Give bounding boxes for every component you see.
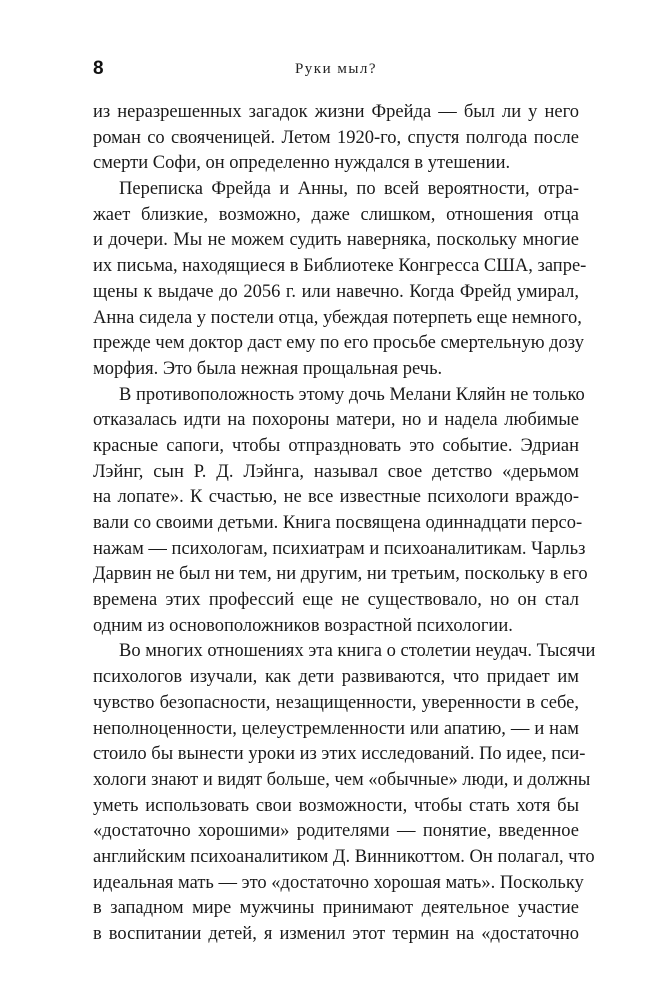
text-line: одним из основоположников возрастной психологии. <box>93 615 513 636</box>
text-line: жает близкие, возможно, даже слишком, отношения отца <box>93 204 579 225</box>
text-line: смерти Софи, он определенно нуждался в утешении. <box>93 153 511 174</box>
text-line: «достаточно хорошими» родителями — понятие, введенное <box>93 821 579 842</box>
text-line: Анна сидела у постели отца, убеждая потерпеть еще немного, <box>93 307 582 328</box>
text-line: нажам — психологам, психиатрам и психоаналитикам. Чарльз <box>93 538 586 559</box>
text-line: английским психоаналитиком Д. Винникоттом. Он полагал, что <box>93 846 595 867</box>
text-line: отказалась идти на похороны матери, но и надела любимые <box>93 410 579 431</box>
text-line: из неразрешенных загадок жизни Фрейда — был ли у него <box>93 102 579 122</box>
text-line: идеальная мать — это «достаточно хорошая мать». Поскольку <box>93 872 584 893</box>
text-line: стоило бы вынести уроки из этих исследований. По идее, пси- <box>93 744 586 765</box>
text-line: В противоположность этому дочь Мелани Кляйн не только <box>119 384 585 405</box>
text-line: на лопате». К счастью, не все известные психологи враждо- <box>93 487 579 508</box>
text-line: в западном мире мужчины принимают деятельное участие <box>93 898 579 919</box>
text-line: Лэйнг, сын Р. Д. Лэйнга, называл свое детство «дерьмом <box>93 461 579 482</box>
text-line: морфия. Это была нежная прощальная речь. <box>93 358 443 379</box>
text-line: хологи знают и видят больше, чем «обычные» люди, и должны <box>93 769 591 790</box>
text-line: Переписка Фрейда и Анны, по всей вероятности, отра- <box>119 179 579 200</box>
text-line: уметь использовать свои возможности, чтобы стать хотя бы <box>93 795 579 816</box>
text-line: щены к выдаче до 2056 г. или навечно. Когда Фрейд умирал, <box>93 281 579 302</box>
text-line: роман со свояченицей. Летом 1920-го, спустя полгода после <box>93 127 579 148</box>
body-text <box>93 100 596 948</box>
running-title: Руки мыл? <box>294 61 378 77</box>
text-line: их письма, находящиеся в Библиотеке Конгресса США, запре- <box>93 256 587 277</box>
text-line: в воспитании детей, я изменил этот термин на «достаточно <box>93 924 579 944</box>
text-line: неполноценности, целеустремленности или апатию, — и нам <box>93 718 579 739</box>
text-line: Во многих отношениях эта книга о столетии неудач. Тысячи <box>119 641 596 662</box>
text-line: времена этих профессий еще не существовало, но он стал <box>93 590 579 611</box>
text-line: прежде чем доктор даст ему по его просьбе смертельную дозу <box>93 333 584 354</box>
text-line: психологов изучали, как дети развиваются, что придает им <box>93 667 579 688</box>
page-header <box>0 58 672 86</box>
text-line: Дарвин не был ни тем, ни другим, ни третьим, поскольку в его <box>93 564 588 585</box>
text-line: и дочери. Мы не можем судить наверняка, поскольку многие <box>93 230 579 251</box>
page-number: 8 <box>93 58 104 79</box>
text-line: чувство безопасности, незащищенности, уверенности в себе, <box>93 692 579 713</box>
text-line: красные сапоги, чтобы отпраздновать это событие. Эдриан <box>93 435 579 456</box>
text-line: вали со своими детьми. Книга посвящена одиннадцати персо- <box>93 513 583 533</box>
